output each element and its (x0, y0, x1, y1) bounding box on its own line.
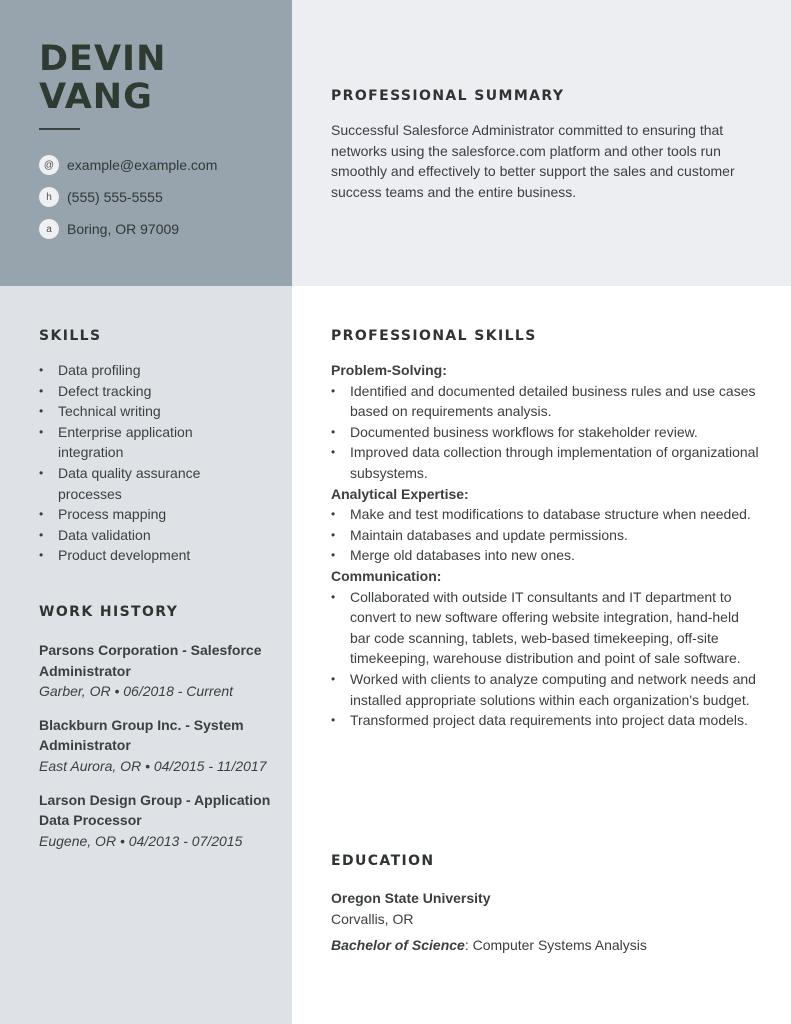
phone-icon: h (39, 187, 59, 207)
summary-heading: PROFESSIONAL SUMMARY (331, 88, 565, 104)
professional-skills-heading: PROFESSIONAL SKILLS (331, 328, 537, 344)
candidate-name (39, 40, 166, 116)
contact-phone-value: (555) 555-5555 (67, 189, 163, 205)
skills-list (39, 360, 239, 566)
name-divider (39, 128, 80, 130)
school-name: Oregon State University (331, 890, 491, 906)
job-meta: Garber, OR • 06/2018 - Current (39, 683, 233, 700)
contact-email (39, 149, 279, 181)
school-location: Corvallis, OR (331, 910, 414, 927)
skill-detail: • Make and test modifications to database structure when needed. (331, 504, 761, 525)
education-entry (331, 888, 761, 956)
skill-item: • Process mapping (39, 504, 239, 525)
job-entry (39, 715, 279, 777)
skills-heading: SKILLS (39, 328, 102, 344)
job-title: Parsons Corporation - Salesforce Administrator (39, 642, 262, 679)
skill-detail: • Improved data collection through implementation of organizational subsystems. (331, 442, 761, 483)
skill-item: • Data validation (39, 525, 239, 546)
degree-name: Bachelor of Science (331, 937, 465, 954)
degree-field: : Computer Systems Analysis (464, 937, 647, 954)
address-icon: a (39, 219, 59, 239)
skill-group-title: Communication: (331, 567, 442, 584)
skill-detail: • Collaborated with outside IT consultants and IT department to convert to new software offering website integration, hand-held bar code scanning, tablets, web-based timekeeping, off-site timekeeping, warehouse distribution and point of sale software. (331, 587, 761, 669)
work-history-heading: WORK HISTORY (39, 604, 179, 620)
skill-group-list (331, 587, 761, 731)
skill-group-list (331, 381, 761, 484)
skill-item: • Data quality assurance processes (39, 463, 239, 504)
skill-item: • Defect tracking (39, 381, 239, 402)
contact-address (39, 213, 279, 245)
first-name: DEVIN (39, 39, 167, 79)
professional-skills (331, 360, 761, 731)
education-heading: EDUCATION (331, 853, 435, 869)
skill-group-list (331, 504, 761, 566)
skill-detail: • Documented business workflows for stakeholder review. (331, 422, 761, 443)
job-entry (39, 640, 279, 702)
skill-detail: • Merge old databases into new ones. (331, 545, 761, 566)
work-history-list (39, 640, 279, 864)
skill-detail: • Worked with clients to analyze computing and network needs and installed appropriate solutions within each organization's budget. (331, 669, 761, 710)
job-title: Larson Design Group - Application Data Processor (39, 791, 271, 829)
skill-detail: • Maintain databases and update permissions. (331, 525, 761, 546)
skill-item: • Enterprise application integration (39, 422, 239, 463)
contact-list (39, 149, 279, 245)
skill-item: • Data profiling (39, 360, 239, 381)
job-meta: East Aurora, OR • 04/2015 - 11/2017 (39, 757, 267, 774)
skill-group-title: Problem-Solving: (331, 362, 447, 378)
skill-group-title: Analytical Expertise: (331, 485, 469, 502)
skill-item: • Technical writing (39, 401, 239, 422)
contact-email-value: example@example.com (67, 157, 218, 173)
skill-item: • Product development (39, 545, 239, 566)
last-name: VANG (39, 77, 153, 117)
skill-detail: • Identified and documented detailed business rules and use cases based on requirements analysis. (331, 381, 761, 422)
skill-detail: • Transformed project data requirements into project data models. (331, 710, 761, 731)
email-icon: @ (39, 155, 59, 175)
job-title: Blackburn Group Inc. - System Administrator (39, 716, 244, 754)
summary-text: Successful Salesforce Administrator committed to ensuring that networks using the salesforce.com platform and other tools run smoothly and effectively to better support the sales and customer success teams and the entire business. (331, 122, 735, 200)
contact-address-value: Boring, OR 97009 (67, 221, 180, 237)
degree (331, 935, 761, 956)
contact-phone (39, 181, 279, 213)
job-meta: Eugene, OR • 04/2013 - 07/2015 (39, 832, 243, 849)
job-entry (39, 790, 279, 852)
